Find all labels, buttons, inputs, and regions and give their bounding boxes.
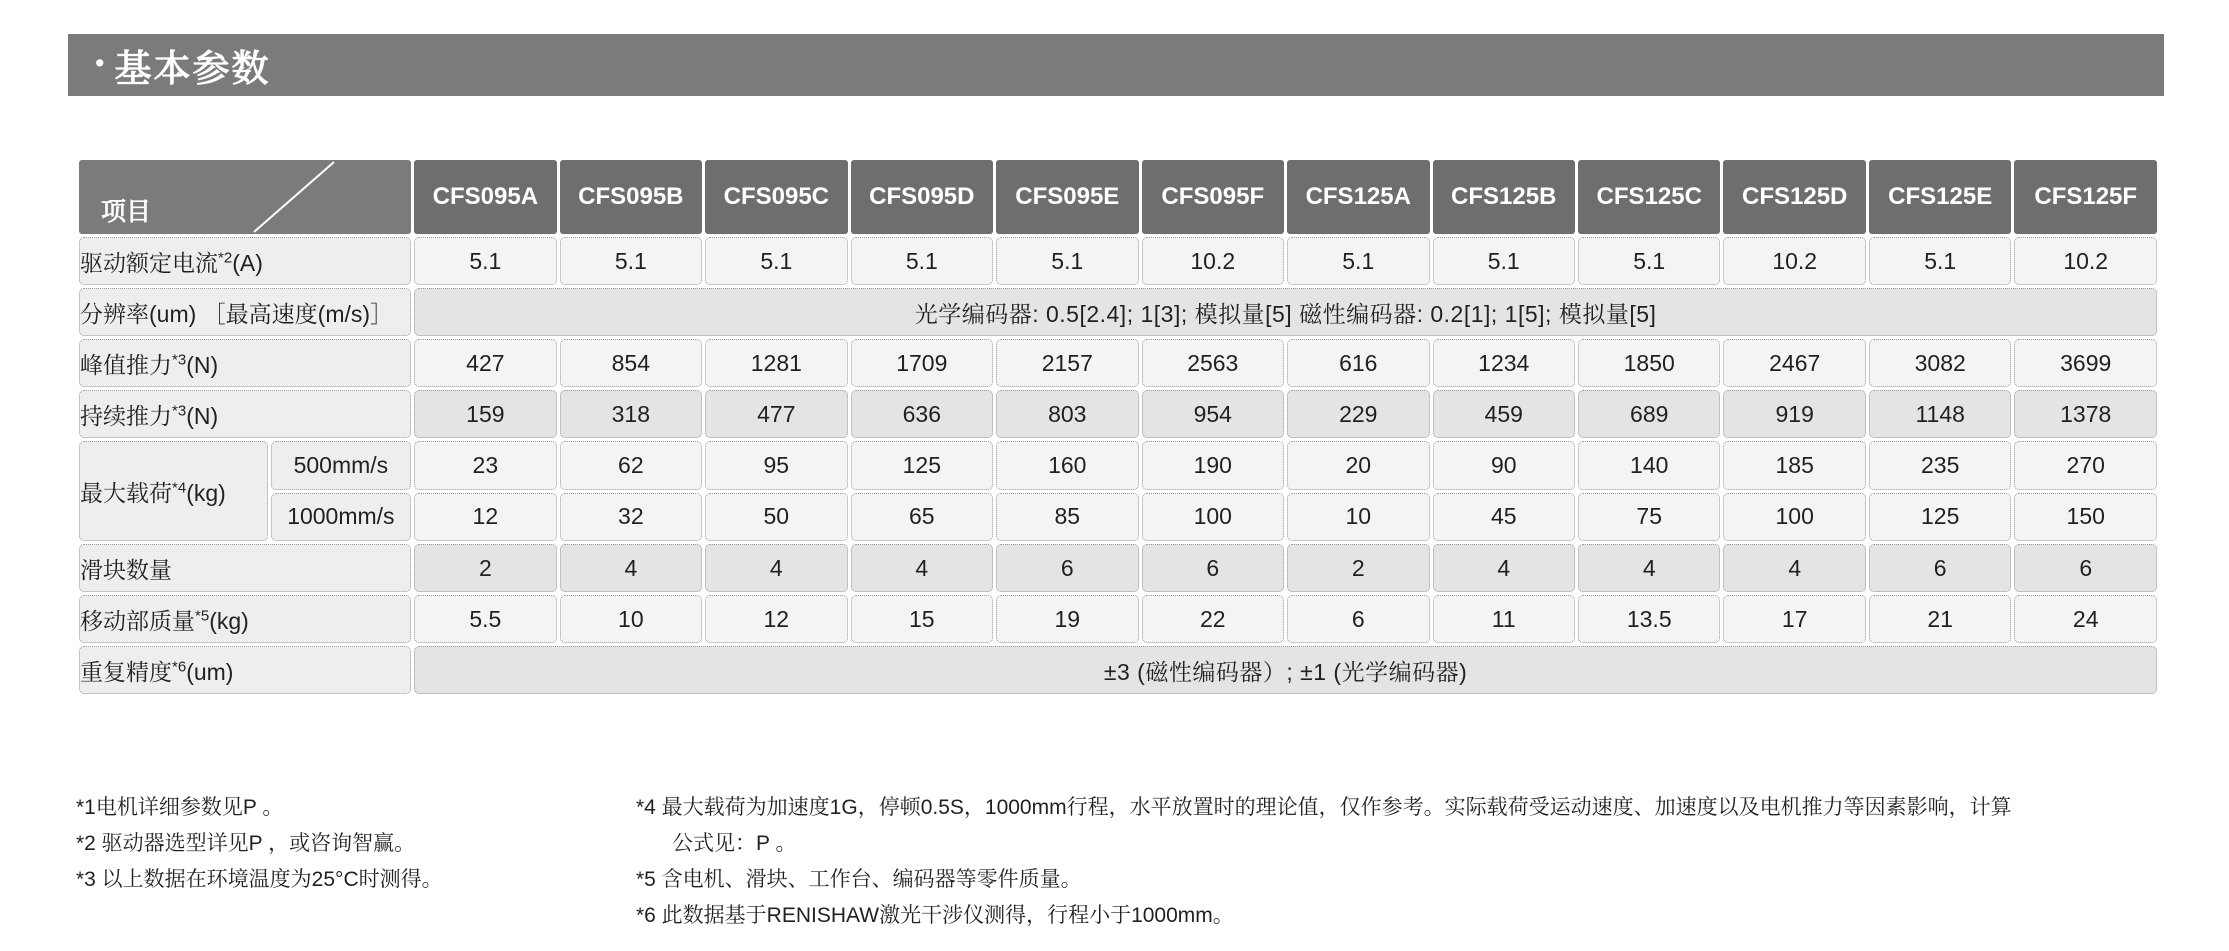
row-label-rated-current [79,237,411,285]
table-row [79,595,2157,643]
cell-value: 45 [1433,493,1575,542]
table-row [79,237,2157,285]
cell-value: 125 [851,441,993,490]
header-model-cfs125b: CFS125B [1433,160,1575,234]
header-model-cfs125c: CFS125C [1578,160,1720,234]
cell-value: 10 [560,595,702,643]
cell-value: 6 [996,544,1138,592]
row-label-sup: *3 [172,350,187,368]
bullet-icon: • [95,47,105,78]
footnote-4-continued: 公式见：P 。 [672,832,797,855]
cell-value: 235 [1869,441,2011,490]
row-sublabel-1000mms: 1000mm/s [271,493,411,542]
cell-value: 459 [1433,390,1575,438]
cell-value: 5.1 [560,237,702,285]
header-model-cfs095f: CFS095F [1142,160,1284,234]
cell-resolution-note: 光学编码器: 0.5[2.4]; 1[3]; 模拟量[5] 磁性编码器: 0.2[1]; 1[5]; 模拟量[5] [414,288,2157,336]
table-header-row [79,160,2157,234]
row-label-text: 驱动额定电流 [80,249,218,276]
cell-value: 5.1 [414,237,556,285]
row-label-peak-force [79,339,411,387]
header-model-cfs095b: CFS095B [560,160,702,234]
header-item-cell [79,160,411,234]
row-label-text: 移动部质量 [80,607,195,634]
row-label-text: 峰值推力 [80,351,172,378]
cell-value: 6 [1869,544,2011,592]
row-label-continuous-force [79,390,411,438]
footnote-5: *5 含电机、滑块、工作台、编码器等零件质量。 [636,868,1082,891]
header-model-cfs125d: CFS125D [1723,160,1865,234]
cell-value: 17 [1723,595,1865,643]
row-label-repeatability [79,646,411,694]
header-model-cfs095c: CFS095C [705,160,847,234]
section-title-bar [68,34,2164,96]
cell-value: 10 [1287,493,1429,542]
row-label-unit: (N) [186,351,219,378]
table-row [79,441,2157,490]
cell-value: 11 [1433,595,1575,643]
cell-value: 140 [1578,441,1720,490]
table-row [79,288,2157,336]
cell-value: 21 [1869,595,2011,643]
cell-value: 12 [414,493,556,542]
cell-value: 954 [1142,390,1284,438]
cell-value: 150 [2014,493,2157,542]
cell-value: 4 [560,544,702,592]
cell-value: 5.1 [851,237,993,285]
footnote-3: *3 以上数据在环境温度为25°C时测得。 [76,868,443,891]
cell-value: 5.1 [996,237,1138,285]
cell-value: 318 [560,390,702,438]
row-label-unit: (N) [186,402,219,429]
cell-value: 20 [1287,441,1429,490]
cell-value: 100 [1142,493,1284,542]
row-label-slider-count: 滑块数量 [79,544,411,592]
spec-table [76,157,2160,697]
cell-value: 2563 [1142,339,1284,387]
footnote-6: *6 此数据基于RENISHAW激光干涉仪测得，行程小于1000mm。 [636,904,1234,927]
cell-value: 159 [414,390,556,438]
cell-value: 4 [1433,544,1575,592]
footnote-1: *1电机详细参数见P 。 [76,796,284,819]
cell-value: 95 [705,441,847,490]
row-label-max-load [79,441,268,541]
cell-value: 10.2 [1142,237,1284,285]
cell-value: 5.1 [705,237,847,285]
cell-value: 427 [414,339,556,387]
footnotes-right-column [636,790,2166,934]
cell-value: 23 [414,441,556,490]
cell-value: 5.1 [1869,237,2011,285]
row-label-resolution: 分辨率(um) ［最高速度(m/s)］ [79,288,411,336]
table-row [79,339,2157,387]
cell-value: 65 [851,493,993,542]
row-label-text: 最大载荷 [80,479,172,506]
cell-value: 4 [1578,544,1720,592]
cell-value: 85 [996,493,1138,542]
cell-value: 229 [1287,390,1429,438]
header-model-cfs125e: CFS125E [1869,160,2011,234]
header-model-cfs125f: CFS125F [2014,160,2157,234]
cell-value: 10.2 [1723,237,1865,285]
cell-value: 919 [1723,390,1865,438]
cell-value: 19 [996,595,1138,643]
header-model-cfs125a: CFS125A [1287,160,1429,234]
row-label-unit: (A) [232,249,263,276]
row-label-sup: *5 [195,606,210,624]
cell-value: 24 [2014,595,2157,643]
cell-value: 1234 [1433,339,1575,387]
cell-value: 4 [1723,544,1865,592]
row-label-moving-mass [79,595,411,643]
cell-value: 100 [1723,493,1865,542]
cell-value: 50 [705,493,847,542]
cell-value: 2 [1287,544,1429,592]
cell-value: 75 [1578,493,1720,542]
row-label-text: 持续推力 [80,402,172,429]
row-label-unit: (kg) [186,479,226,506]
row-label-sup: *4 [172,478,187,496]
cell-value: 1850 [1578,339,1720,387]
cell-value: 1709 [851,339,993,387]
cell-value: 2157 [996,339,1138,387]
cell-value: 6 [1287,595,1429,643]
cell-value: 10.2 [2014,237,2157,285]
cell-value: 4 [851,544,993,592]
cell-value: 616 [1287,339,1429,387]
cell-value: 6 [1142,544,1284,592]
row-label-unit: (um) [186,658,234,685]
row-label-text: 重复精度 [80,658,172,685]
cell-value: 32 [560,493,702,542]
table-row [79,544,2157,592]
cell-value: 270 [2014,441,2157,490]
cell-value: 3082 [1869,339,2011,387]
row-label-unit: (kg) [209,607,249,634]
cell-value: 1378 [2014,390,2157,438]
cell-value: 477 [705,390,847,438]
header-model-cfs095e: CFS095E [996,160,1138,234]
cell-value: 62 [560,441,702,490]
cell-value: 1148 [1869,390,2011,438]
cell-value: 854 [560,339,702,387]
cell-value: 185 [1723,441,1865,490]
cell-value: 5.1 [1578,237,1720,285]
header-model-cfs095d: CFS095D [851,160,993,234]
cell-repeatability-note: ±3 (磁性编码器）; ±1 (光学编码器) [414,646,2157,694]
table-row [79,493,2157,542]
footnote-2: *2 驱动器选型详见P ，或咨询智赢。 [76,832,416,855]
cell-value: 636 [851,390,993,438]
cell-value: 2467 [1723,339,1865,387]
cell-value: 1281 [705,339,847,387]
cell-value: 803 [996,390,1138,438]
cell-value: 15 [851,595,993,643]
cell-value: 22 [1142,595,1284,643]
table-row [79,646,2157,694]
header-model-cfs095a: CFS095A [414,160,556,234]
cell-value: 90 [1433,441,1575,490]
cell-value: 4 [705,544,847,592]
row-label-sup: *3 [172,401,187,419]
cell-value: 6 [2014,544,2157,592]
cell-value: 12 [705,595,847,643]
footnotes-left-column [76,790,636,898]
header-item-label: 项目 [101,198,152,226]
spec-table-container [76,157,2160,697]
cell-value: 160 [996,441,1138,490]
cell-value: 125 [1869,493,2011,542]
cell-value: 5.1 [1433,237,1575,285]
row-label-sup: *2 [218,248,233,266]
footnote-4: *4 最大载荷为加速度1G，停顿0.5S，1000mm行程，水平放置时的理论值，仅作参考。实际载荷受运动速度、加速度以及电机推力等因素影响，计算 [636,796,2012,819]
cell-value: 5.1 [1287,237,1429,285]
cell-value: 13.5 [1578,595,1720,643]
page-title: 基本参数 [114,48,271,89]
cell-value: 689 [1578,390,1720,438]
cell-value: 190 [1142,441,1284,490]
cell-value: 3699 [2014,339,2157,387]
cell-value: 2 [414,544,556,592]
cell-value: 5.5 [414,595,556,643]
table-row [79,390,2157,438]
row-sublabel-500mms: 500mm/s [271,441,411,490]
row-label-sup: *6 [172,657,187,675]
